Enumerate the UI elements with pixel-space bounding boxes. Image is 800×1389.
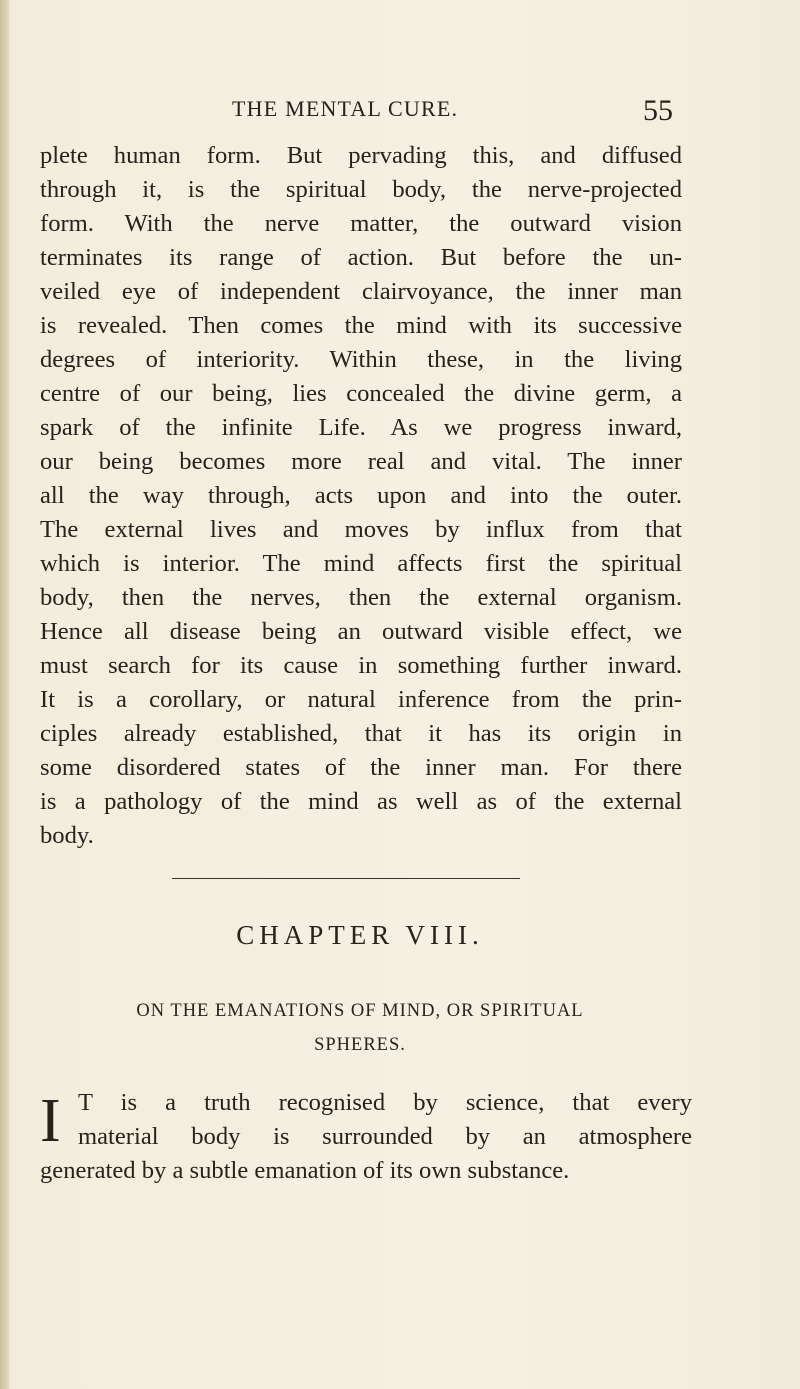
- drop-cap: I: [40, 1087, 61, 1155]
- body-paragraph: [40, 139, 682, 853]
- text-line: must search for its cause in something further inward.: [40, 652, 682, 679]
- chapter-subtitle: [0, 994, 720, 1062]
- text-line: body.: [40, 822, 94, 849]
- text-line: body, then the nerves, then the external organism.: [40, 584, 682, 611]
- text-line: generated by a subtle emanation of its own substance.: [40, 1157, 570, 1184]
- text-line: plete human form. But pervading this, and diffused: [40, 142, 682, 169]
- text-line: terminates its range of action. But before the un-: [40, 244, 682, 271]
- text-line: ciples already established, that it has its origin in: [40, 720, 682, 747]
- text-line: all the way through, acts upon and into the outer.: [40, 482, 682, 509]
- running-header: [0, 96, 800, 136]
- text-line: Hence all disease being an outward visible effect, we: [40, 618, 682, 645]
- text-line: is revealed. Then comes the mind with its successive: [40, 312, 682, 339]
- text-line: form. With the nerve matter, the outward vision: [40, 210, 682, 237]
- section-divider: [172, 878, 520, 879]
- chapter-opening-paragraph: [40, 1086, 692, 1188]
- text-line: some disordered states of the inner man. For there: [40, 754, 682, 781]
- text-line: material body is surrounded by an atmosphere: [78, 1123, 692, 1150]
- text-line: through it, is the spiritual body, the nerve-projected: [40, 176, 682, 203]
- page-number: 55: [643, 94, 673, 127]
- text-line: which is interior. The mind affects first the spiritual: [40, 550, 682, 577]
- text-line: centre of our being, lies concealed the divine germ, a: [40, 380, 682, 407]
- chapter-title: CHAPTER VIII.: [236, 920, 484, 950]
- page-gutter-edge: [0, 0, 9, 1389]
- text-line: T is a truth recognised by science, that every: [78, 1089, 692, 1116]
- running-title: THE MENTAL CURE.: [232, 96, 459, 121]
- text-line: our being becomes more real and vital. The inner: [40, 448, 682, 475]
- text-line: veiled eye of independent clairvoyance, the inner man: [40, 278, 682, 305]
- text-line: It is a corollary, or natural inference from the prin-: [40, 686, 682, 713]
- text-line: spark of the infinite Life. As we progress inward,: [40, 414, 682, 441]
- chapter-subtitle-line: ON THE EMANATIONS OF MIND, OR SPIRITUAL: [136, 1001, 584, 1021]
- text-line: is a pathology of the mind as well as of the external: [40, 788, 682, 815]
- chapter-subtitle-line: SPHERES.: [314, 1035, 406, 1055]
- text-line: The external lives and moves by influx from that: [40, 516, 682, 543]
- text-line: degrees of interiority. Within these, in the living: [40, 346, 682, 373]
